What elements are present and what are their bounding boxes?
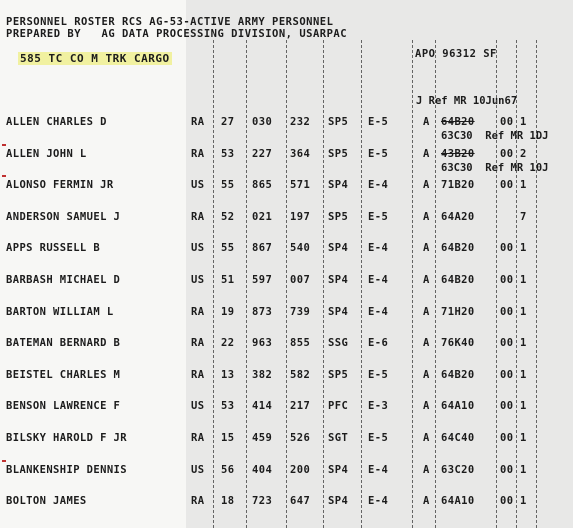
soldier-name: ALLEN JOHN L [6,147,87,160]
grade: SP5 [328,147,349,160]
status-code: A [423,210,430,223]
component: RA [191,305,205,318]
pay-grade: E-5 [368,147,389,160]
code-field: 00 [500,274,514,286]
service-number-part: 647 [290,495,311,508]
pay-grade: E-5 [368,368,389,381]
red-check-mark [2,175,6,177]
component: RA [191,147,205,160]
service-number-part: 55 [221,242,235,255]
unit-designation: 585 TC CO M TRK CARGO [20,52,170,65]
grade: SP4 [328,463,349,476]
pay-grade: E-4 [368,179,389,192]
code-field: 1 [520,400,527,413]
reference-note: 63C30 Ref MR 10J [441,161,549,174]
component: RA [191,432,205,444]
soldier-name: BEISTEL CHARLES M [6,368,121,381]
roster-row [0,306,573,326]
service-number-part: 404 [252,463,273,476]
mos-code: 64A20 [441,210,475,223]
service-number-part: 739 [290,305,311,318]
code-field: 00 [500,463,514,476]
component: RA [191,368,205,381]
pay-grade: E-6 [368,337,389,350]
service-number-part: 459 [252,432,273,444]
mos-code: 64B20 [441,116,475,128]
grade: SP4 [328,305,349,318]
pay-grade: E-4 [368,274,389,286]
pay-grade: E-5 [368,210,389,223]
code-field: 00 [500,337,514,350]
pay-grade: E-3 [368,400,389,413]
service-number-part: 582 [290,368,311,381]
code-field: 00 [500,495,514,508]
component: US [191,274,205,286]
code-field: 00 [500,116,514,128]
service-number-part: 53 [221,147,235,160]
pay-grade: E-4 [368,305,389,318]
status-code: A [423,305,430,318]
roster-row [0,432,573,452]
code-field: 00 [500,432,514,444]
service-number-part: 13 [221,368,235,381]
mos-code: 71B20 [441,179,475,192]
code-field: 1 [520,179,527,192]
pay-grade: E-5 [368,432,389,444]
soldier-name: ANDERSON SAMUEL J [6,210,121,223]
soldier-name: ALONSO FERMIN JR [6,179,114,192]
status-code: A [423,432,430,444]
grade: SP4 [328,274,349,286]
mos-code: 64B20 [441,274,475,286]
status-code: A [423,495,430,508]
service-number-part: 51 [221,274,235,286]
soldier-name: BLANKENSHIP DENNIS [6,463,127,476]
roster-row [0,211,573,231]
roster-row [0,337,573,357]
roster-row [0,400,573,420]
component: RA [191,495,205,508]
roster-row [0,242,573,262]
reference-note: 63C30 Ref MR 1DJ [441,130,549,142]
code-field: 7 [520,210,527,223]
service-number-part: 873 [252,305,273,318]
roster-row [0,495,573,515]
mos-code: 64B20 [441,242,475,255]
code-field: 1 [520,116,527,128]
roster-title: PERSONNEL ROSTER RCS AG-53-ACTIVE ARMY PERSONNEL [6,16,334,28]
service-number-part: 217 [290,400,311,413]
soldier-name: BILSKY HAROLD F JR [6,432,127,444]
component: US [191,242,205,255]
status-code: A [423,337,430,350]
soldier-name: APPS RUSSELL B [6,242,101,255]
code-field: 00 [500,400,514,413]
code-field: 00 [500,147,514,160]
component: US [191,179,205,192]
grade: SP4 [328,242,349,255]
code-field: 1 [520,495,527,508]
component: RA [191,116,205,128]
service-number-part: 56 [221,463,235,476]
status-code: A [423,400,430,413]
roster-row [0,369,573,389]
grade: PFC [328,400,349,413]
pay-grade: E-5 [368,116,389,128]
grade: SP5 [328,210,349,223]
mos-code: 43B20 [441,147,475,160]
roster-row [0,274,573,294]
status-code: A [423,463,430,476]
status-code: A [423,116,430,128]
code-field: 1 [520,337,527,350]
roster-row [0,464,573,484]
code-field: 1 [520,432,527,444]
soldier-name: BENSON LAWRENCE F [6,400,121,413]
pay-grade: E-4 [368,242,389,255]
code-field: 00 [500,305,514,318]
component: RA [191,210,205,223]
code-field: 2 [520,147,527,160]
soldier-name: BARTON WILLIAM L [6,305,114,318]
service-number-part: 963 [252,337,273,350]
component: US [191,463,205,476]
code-field: 00 [500,242,514,255]
service-number-part: 364 [290,147,311,160]
code-field: 1 [520,305,527,318]
service-number-part: 021 [252,210,273,223]
service-number-part: 227 [252,147,273,160]
service-number-part: 540 [290,242,311,255]
service-number-part: 723 [252,495,273,508]
soldier-name: ALLEN CHARLES D [6,116,107,128]
service-number-part: 200 [290,463,311,476]
status-code: A [423,147,430,160]
service-number-part: 865 [252,179,273,192]
service-number-part: 27 [221,116,235,128]
grade: SSG [328,337,349,350]
code-field: 1 [520,242,527,255]
mos-code: 64C40 [441,432,475,444]
status-code: A [423,179,430,192]
service-number-part: 197 [290,210,311,223]
component: RA [191,337,205,350]
code-field: 1 [520,463,527,476]
status-code: A [423,368,430,381]
code-field: 1 [520,274,527,286]
roster-row [0,179,573,199]
mos-code: 64A10 [441,400,475,413]
status-code: A [423,274,430,286]
grade: SP5 [328,116,349,128]
service-number-part: 232 [290,116,311,128]
mos-code: 64B20 [441,368,475,381]
service-number-part: 007 [290,274,311,286]
code-field: 00 [500,368,514,381]
pay-grade: E-4 [368,463,389,476]
component: US [191,400,205,413]
grade: SP4 [328,179,349,192]
service-number-part: 867 [252,242,273,255]
status-code: A [423,242,430,255]
service-number-part: 18 [221,495,235,508]
service-number-part: 571 [290,179,311,192]
mos-code: 71H20 [441,305,475,318]
service-number-part: 030 [252,116,273,128]
service-number-part: 52 [221,210,235,223]
soldier-name: BATEMAN BERNARD B [6,337,121,350]
soldier-name: BARBASH MICHAEL D [6,274,121,286]
code-field: 00 [500,179,514,192]
service-number-part: 597 [252,274,273,286]
red-check-mark [2,460,6,462]
service-number-part: 855 [290,337,311,350]
grade: SP5 [328,368,349,381]
pay-grade: E-4 [368,495,389,508]
apo-address: APO 96312 SF [415,48,497,60]
service-number-part: 19 [221,305,235,318]
service-number-part: 22 [221,337,235,350]
service-number-part: 53 [221,400,235,413]
grade: SP4 [328,495,349,508]
mos-code: 76K40 [441,337,475,350]
code-field: 1 [520,368,527,381]
mos-code: 63C20 [441,463,475,476]
grade: SGT [328,432,349,444]
service-number-part: 15 [221,432,235,444]
service-number-part: 55 [221,179,235,192]
red-check-mark [2,144,6,146]
service-number-part: 382 [252,368,273,381]
reference-column-header: J Ref MR 10Jun67 [416,95,518,107]
service-number-part: 526 [290,432,311,444]
soldier-name: BOLTON JAMES [6,495,87,508]
service-number-part: 414 [252,400,273,413]
prepared-by-line: PREPARED BY AG DATA PROCESSING DIVISION, USARPAC [6,28,348,40]
mos-code: 64A10 [441,495,475,508]
